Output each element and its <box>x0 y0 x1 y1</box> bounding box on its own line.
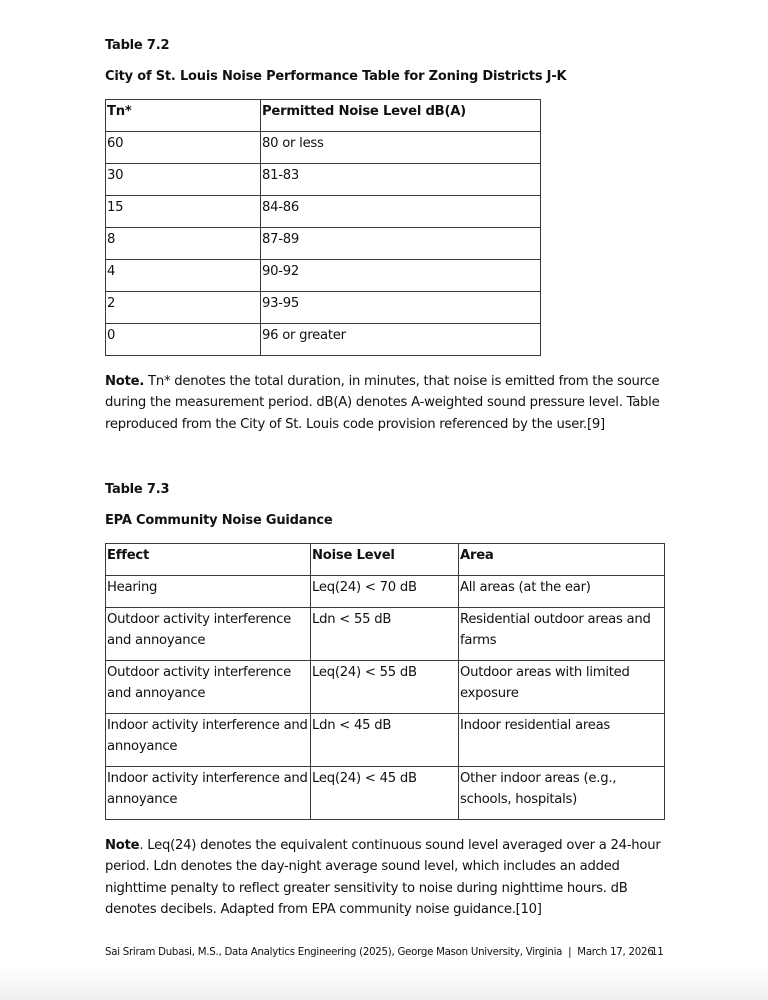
table-row <box>106 661 665 714</box>
header-effect: Effect <box>106 544 311 576</box>
table-row <box>106 132 541 164</box>
table-7-3-number: Table 7.3 <box>105 482 170 497</box>
cell-effect: Hearing <box>106 576 311 608</box>
cell-noise-level: Leq(24) < 70 dB <box>311 576 459 608</box>
cell-noise-level: 96 or greater <box>261 324 541 356</box>
cell-noise-level: Ldn < 55 dB <box>311 608 459 661</box>
cell-effect: Indoor activity interference and annoyance <box>106 767 311 820</box>
cell-noise-level: 87-89 <box>261 228 541 260</box>
table-7-2-number: Table 7.2 <box>105 38 170 53</box>
table-7-2-title: City of St. Louis Noise Performance Table for Zoning Districts J-K <box>105 69 567 84</box>
note-text: . Leq(24) denotes the equivalent continuous sound level averaged over a 24-hour period. Ldn denotes the day-night average sound level, which includes an added nighttime penalty to reflect greater sensitivity to noise during nighttime hours. dB denotes decibels. Adapted from EPA community noise guidance.[10] <box>105 838 661 917</box>
table-row <box>106 714 665 767</box>
cell-area: Indoor residential areas <box>459 714 665 767</box>
cell-tn: 4 <box>106 260 261 292</box>
page-number: 11 <box>651 947 664 958</box>
cell-effect: Outdoor activity interference and annoyance <box>106 608 311 661</box>
table-header-row <box>106 100 541 132</box>
table-row <box>106 260 541 292</box>
cell-noise-level: Leq(24) < 45 dB <box>311 767 459 820</box>
cell-noise-level: 93-95 <box>261 292 541 324</box>
cell-tn: 8 <box>106 228 261 260</box>
table-row <box>106 228 541 260</box>
header-area: Area <box>459 544 665 576</box>
table-row <box>106 196 541 228</box>
table-row <box>106 576 665 608</box>
table-row <box>106 608 665 661</box>
header-permitted-noise-level: Permitted Noise Level dB(A) <box>261 100 541 132</box>
table-7-3-note <box>105 835 665 920</box>
cell-area: All areas (at the ear) <box>459 576 665 608</box>
table-header-row <box>106 544 665 576</box>
page-bottom-shadow <box>0 966 768 1000</box>
cell-tn: 15 <box>106 196 261 228</box>
cell-tn: 30 <box>106 164 261 196</box>
cell-noise-level: 84-86 <box>261 196 541 228</box>
cell-noise-level: 80 or less <box>261 132 541 164</box>
note-label: Note <box>105 838 140 853</box>
cell-effect: Indoor activity interference and annoyance <box>106 714 311 767</box>
cell-noise-level: Ldn < 45 dB <box>311 714 459 767</box>
cell-area: Outdoor areas with limited exposure <box>459 661 665 714</box>
cell-noise-level: 81-83 <box>261 164 541 196</box>
cell-tn: 0 <box>106 324 261 356</box>
cell-tn: 2 <box>106 292 261 324</box>
note-label: Note. <box>105 374 145 389</box>
table-7-3 <box>105 543 665 820</box>
cell-tn: 60 <box>106 132 261 164</box>
table-row <box>106 292 541 324</box>
footer-text: Sai Sriram Dubasi, M.S., Data Analytics Engineering (2025), George Mason University, Virginia | March 17, 2026 <box>105 947 654 958</box>
cell-effect: Outdoor activity interference and annoyance <box>106 661 311 714</box>
header-noise-level: Noise Level <box>311 544 459 576</box>
table-row <box>106 767 665 820</box>
table-7-2-note <box>105 371 665 435</box>
table-7-3-title: EPA Community Noise Guidance <box>105 513 333 528</box>
table-row <box>106 164 541 196</box>
cell-area: Residential outdoor areas and farms <box>459 608 665 661</box>
header-tn: Tn* <box>106 100 261 132</box>
cell-noise-level: 90-92 <box>261 260 541 292</box>
cell-noise-level: Leq(24) < 55 dB <box>311 661 459 714</box>
table-row <box>106 324 541 356</box>
page-footer <box>105 947 665 958</box>
note-text: Tn* denotes the total duration, in minutes, that noise is emitted from the source during the measurement period. dB(A) denotes A-weighted sound pressure level. Table reproduced from the City of St. Louis code provision referenced by the user.[9] <box>105 374 660 432</box>
table-7-2 <box>105 99 541 356</box>
cell-area: Other indoor areas (e.g., schools, hospitals) <box>459 767 665 820</box>
